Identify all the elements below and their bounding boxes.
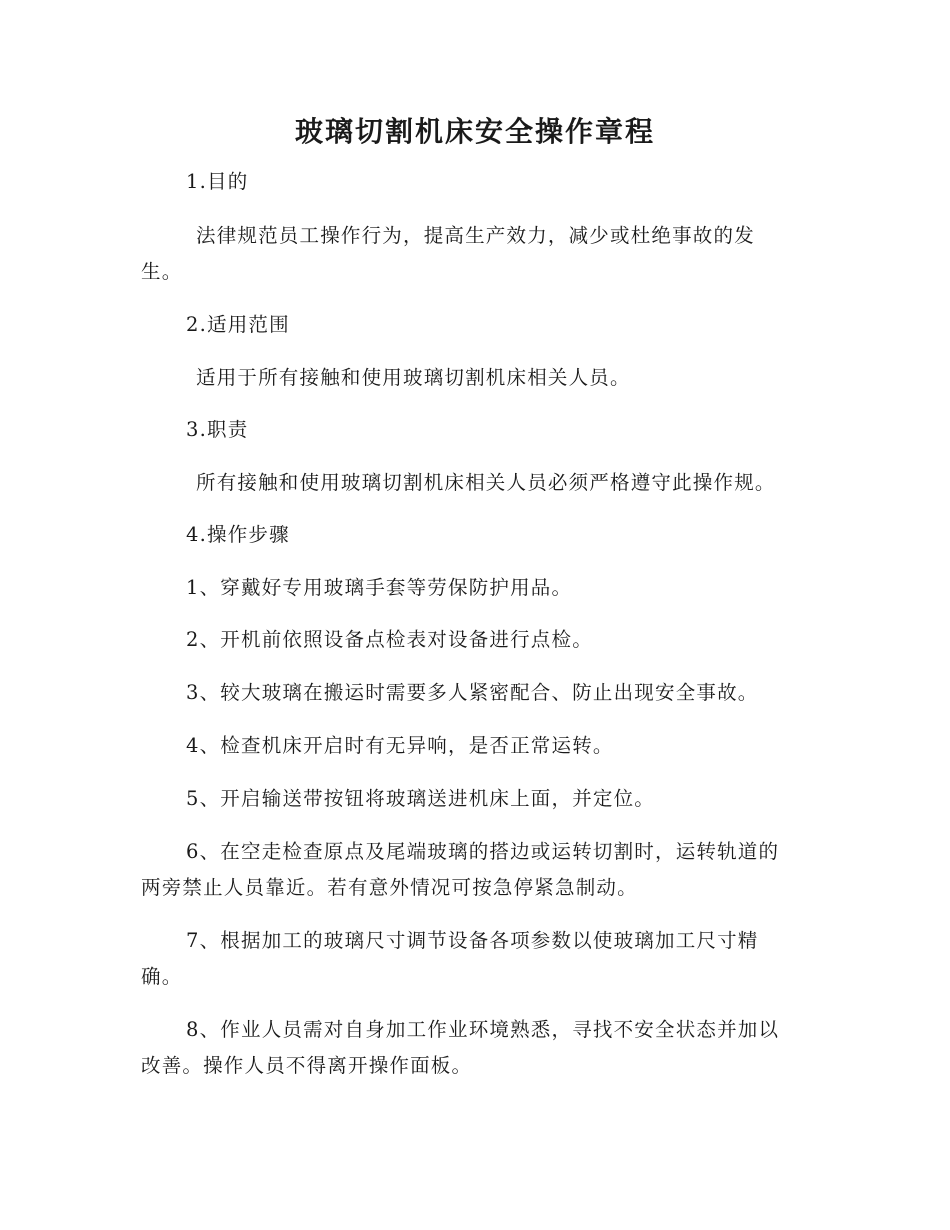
section-heading-scope: 2.适用范围 [186, 313, 290, 336]
step-item-2: 2、开机前依照设备点检表对设备进行点检。 [186, 628, 593, 651]
step-item-6-line1: 6、在空走检查原点及尾端玻璃的搭边或运转切割时，运转轨道的 [186, 840, 780, 863]
step-item-8-line2: 改善。操作人员不得离开操作面板。 [141, 1054, 473, 1077]
section-heading-purpose: 1.目的 [186, 170, 249, 193]
document-title: 玻璃切割机床安全操作章程 [294, 115, 655, 148]
step-item-7-line1: 7、根据加工的玻璃尺寸调节设备各项参数以使玻璃加工尺寸精 [186, 929, 759, 952]
step-item-6-line2: 两旁禁止人员靠近。若有意外情况可按急停紧急制动。 [141, 876, 638, 899]
section-body-scope: 适用于所有接触和使用玻璃切割机床相关人员。 [196, 366, 631, 389]
section-heading-responsibility: 3.职责 [186, 418, 249, 441]
section-body-purpose-line2: 生。 [141, 260, 183, 283]
step-item-4: 4、检查机床开启时有无异响，是否正常运转。 [186, 734, 614, 757]
section-heading-procedure: 4.操作步骤 [186, 523, 290, 546]
step-item-5: 5、开启输送带按钮将玻璃送进机床上面，并定位。 [186, 787, 656, 810]
section-body-purpose-line1: 法律规范员工操作行为，提高生产效力，减少或杜绝事故的发 [196, 224, 755, 247]
step-item-3: 3、较大玻璃在搬运时需要多人紧密配合、防止出现安全事故。 [186, 681, 759, 704]
step-item-1: 1、穿戴好专用玻璃手套等劳保防护用品。 [186, 576, 573, 599]
section-body-responsibility: 所有接触和使用玻璃切割机床相关人员必须严格遵守此操作规。 [196, 471, 776, 494]
step-item-7-line2: 确。 [141, 965, 183, 988]
step-item-8-line1: 8、作业人员需对自身加工作业环境熟悉，寻找不安全状态并加以 [186, 1018, 780, 1041]
